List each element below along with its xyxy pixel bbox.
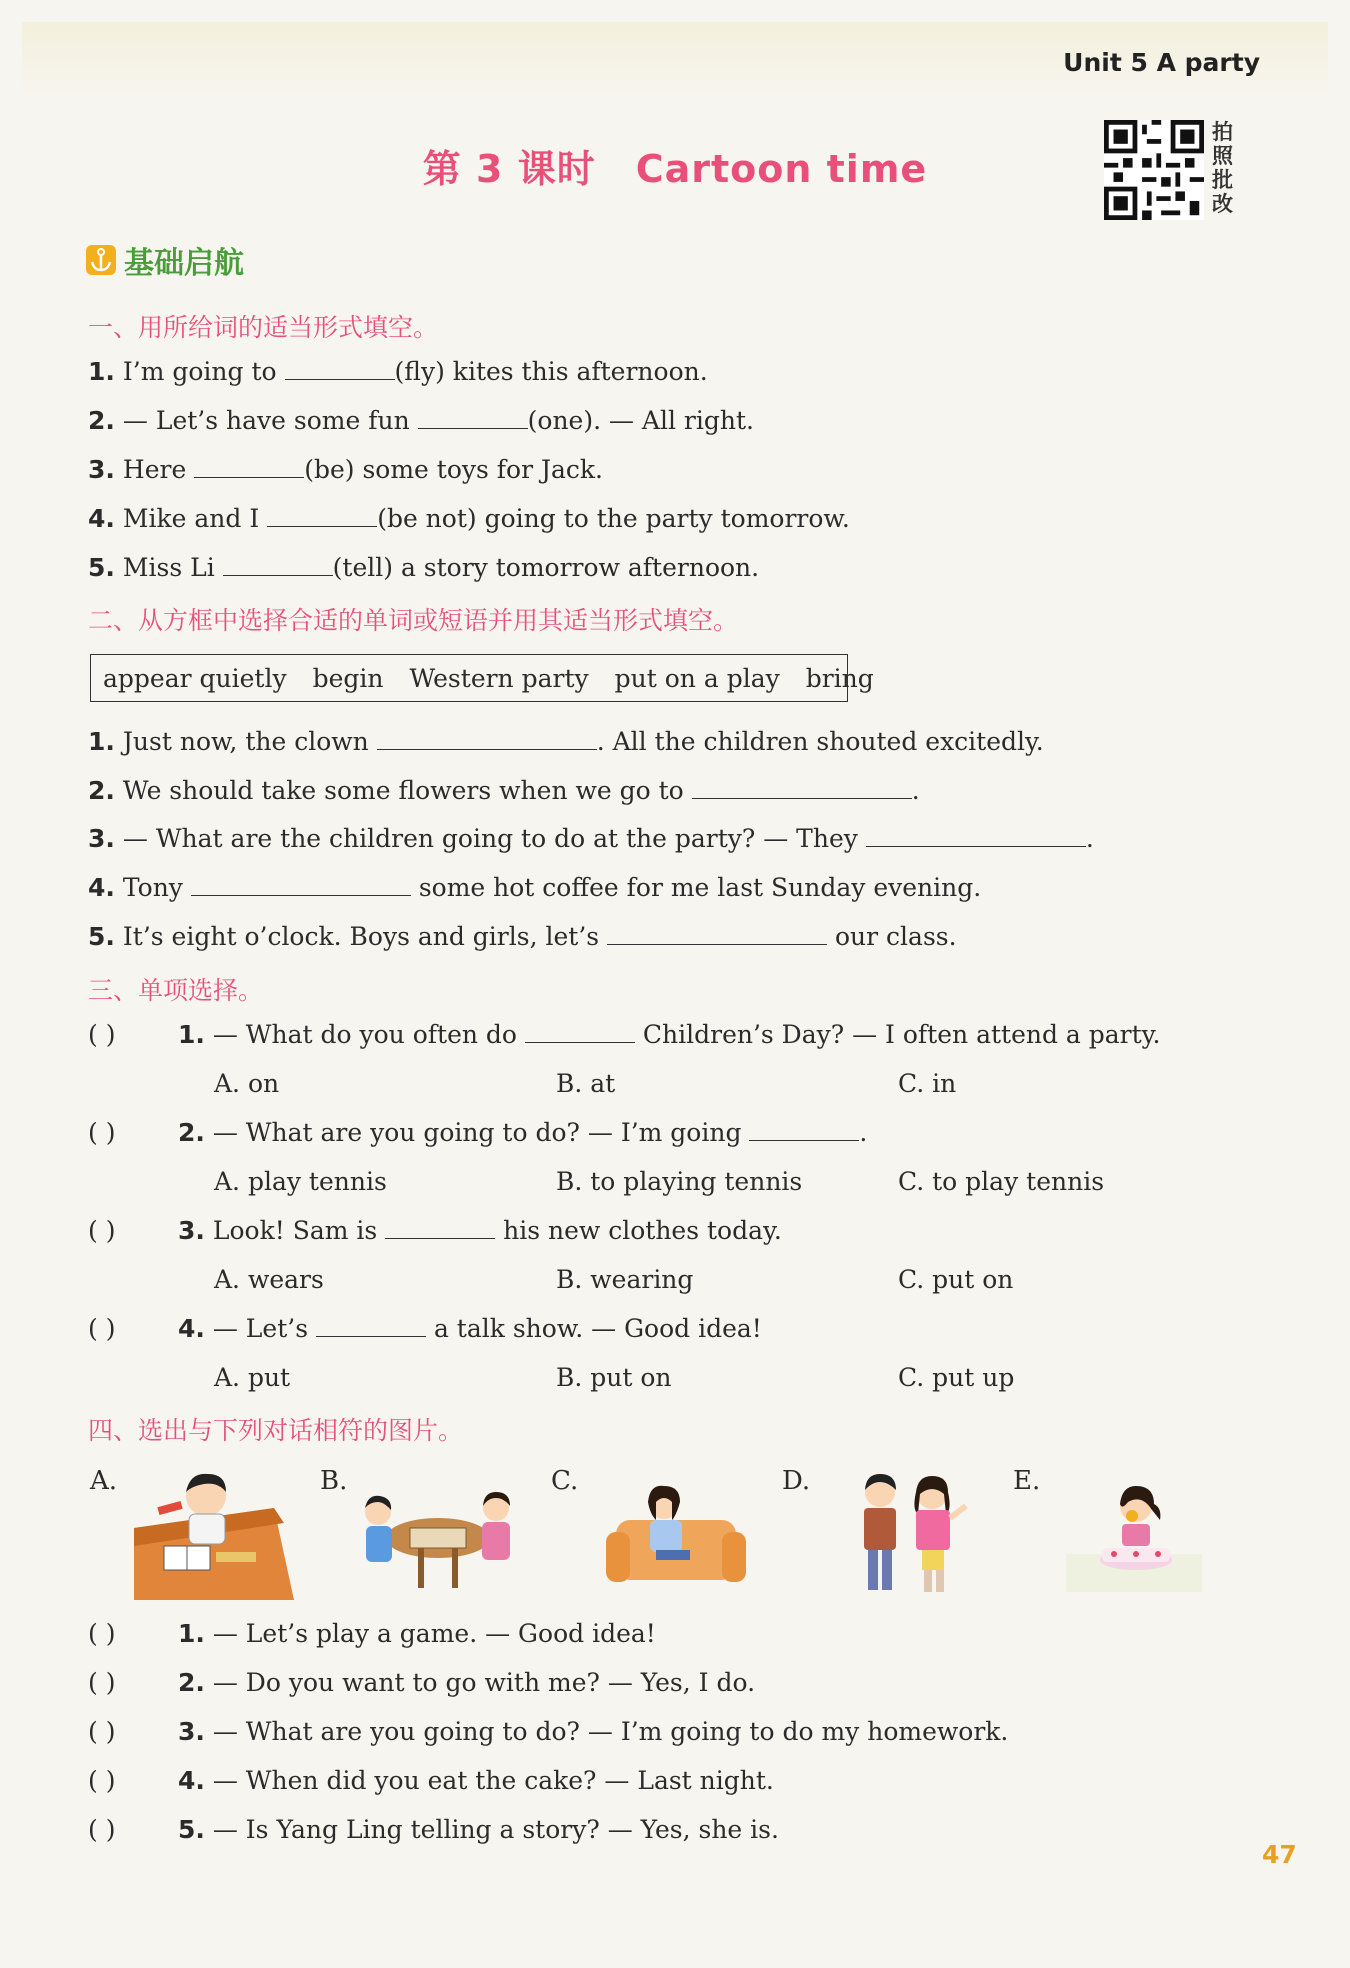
answer-blank[interactable] [525, 1022, 635, 1043]
answer-paren[interactable]: ( ) [88, 1717, 116, 1746]
picture-label-c: C. [551, 1466, 579, 1496]
option-a: A. play tennis [214, 1167, 387, 1196]
option-c: C. put up [898, 1363, 1015, 1392]
part1-title: 一、用所给词的适当形式填空。 [88, 313, 439, 342]
part2-item-4: 4. Tony some hot coffee for me last Sunday evening. [88, 873, 982, 902]
part4-item-2: ( ) 2. — Do you want to go with me? — Yes, I do. [88, 1668, 756, 1697]
answer-blank[interactable] [377, 729, 597, 750]
option-c: C. put on [898, 1265, 1014, 1294]
answer-paren[interactable]: ( ) [88, 1815, 116, 1844]
answer-paren[interactable]: ( ) [88, 1314, 116, 1343]
part1-item-5: 5. Miss Li (tell) a story tomorrow afternoon. [88, 553, 760, 582]
answer-blank[interactable] [418, 408, 528, 429]
answer-paren[interactable]: ( ) [88, 1216, 116, 1245]
anchor-icon [86, 245, 116, 275]
answer-blank[interactable] [194, 457, 304, 478]
word-option: appear quietly [103, 663, 287, 693]
part1-item-2: 2. — Let’s have some fun (one). — All right. [88, 406, 754, 435]
unit-label: Unit 5 A party [1063, 48, 1260, 77]
board-game-picture [358, 1488, 518, 1592]
word-bank [90, 654, 874, 702]
part3-item-2: ( ) 2. — What are you going to do? — I’m going . [88, 1118, 868, 1147]
answer-paren[interactable]: ( ) [88, 1619, 116, 1648]
part2-title: 二、从方框中选择合适的单词或短语并用其适当形式填空。 [88, 606, 739, 635]
picture-label-e: E. [1013, 1466, 1041, 1496]
part1-item-3: 3. Here (be) some toys for Jack. [88, 455, 604, 484]
answer-paren[interactable]: ( ) [88, 1668, 116, 1697]
answer-blank[interactable] [385, 1218, 495, 1239]
part1-item-1: 1. I’m going to (fly) kites this afternoon. [88, 357, 708, 386]
answer-blank[interactable] [692, 778, 912, 799]
cake-girl-picture [1066, 1480, 1202, 1592]
answer-blank[interactable] [223, 555, 333, 576]
answer-blank[interactable] [749, 1120, 859, 1141]
picture-label-b: B. [320, 1466, 348, 1496]
part4-title: 四、选出与下列对话相符的图片。 [88, 1416, 464, 1445]
part3-title: 三、单项选择。 [88, 976, 264, 1005]
answer-paren[interactable]: ( ) [88, 1766, 116, 1795]
option-b: B. to playing tennis [556, 1167, 803, 1196]
answer-blank[interactable] [866, 826, 1086, 847]
part3-item-3: ( ) 3. Look! Sam is his new clothes today. [88, 1216, 782, 1245]
part2-item-5: 5. It’s eight o’clock. Boys and girls, let’s our class. [88, 922, 957, 951]
answer-paren[interactable]: ( ) [88, 1118, 116, 1147]
option-a: A. on [214, 1069, 280, 1098]
word-option: begin [312, 663, 384, 693]
picture-label-d: D. [782, 1466, 811, 1496]
part4-item-1: ( ) 1. — Let’s play a game. — Good idea! [88, 1619, 656, 1648]
option-c: C. in [898, 1069, 957, 1098]
answer-blank[interactable] [191, 875, 411, 896]
answer-paren[interactable]: ( ) [88, 1020, 116, 1049]
part2-item-1: 1. Just now, the clown . All the children shouted excitedly. [88, 727, 1044, 756]
qr-label: 拍 照 批 改 [1212, 120, 1233, 216]
answer-blank[interactable] [316, 1316, 426, 1337]
part3-item-1: ( ) 1. — What do you often do Children’s Day? — I often attend a party. [88, 1020, 1161, 1049]
answer-blank[interactable] [607, 924, 827, 945]
part4-item-5: ( ) 5. — Is Yang Ling telling a story? — Yes, she is. [88, 1815, 779, 1844]
page-number: 47 [1262, 1840, 1297, 1869]
word-option: put on a play [614, 663, 780, 693]
option-c: C. to play tennis [898, 1167, 1105, 1196]
option-b: B. at [556, 1069, 616, 1098]
qr-code-icon[interactable] [1104, 120, 1204, 220]
word-option: Western party [409, 663, 589, 693]
answer-blank[interactable] [267, 506, 377, 527]
answer-blank[interactable] [285, 359, 395, 380]
part4-item-3: ( ) 3. — What are you going to do? — I’m going to do my homework. [88, 1717, 1009, 1746]
option-a: A. put [214, 1363, 291, 1392]
part4-item-4: ( ) 4. — When did you eat the cake? — Last night. [88, 1766, 774, 1795]
part2-item-3: 3. — What are the children going to do at the party? — They . [88, 824, 1094, 853]
sofa-girl-picture [606, 1480, 746, 1590]
boy-and-girl-picture [840, 1470, 980, 1600]
part2-item-2: 2. We should take some flowers when we go to . [88, 776, 920, 805]
option-b: B. wearing [556, 1265, 694, 1294]
picture-label-a: A. [90, 1466, 118, 1496]
lesson-name: Cartoon time [635, 147, 928, 191]
part1-item-4: 4. Mike and I (be not) going to the party tomorrow. [88, 504, 850, 533]
option-a: A. wears [214, 1265, 324, 1294]
lesson-number: 第 3 课时 [422, 147, 596, 191]
part3-item-4: ( ) 4. — Let’s a talk show. — Good idea! [88, 1314, 762, 1343]
word-option: bring [805, 663, 874, 693]
homework-boy-picture [134, 1468, 294, 1600]
section-heading: 基础启航 [86, 238, 244, 282]
option-b: B. put on [556, 1363, 672, 1392]
